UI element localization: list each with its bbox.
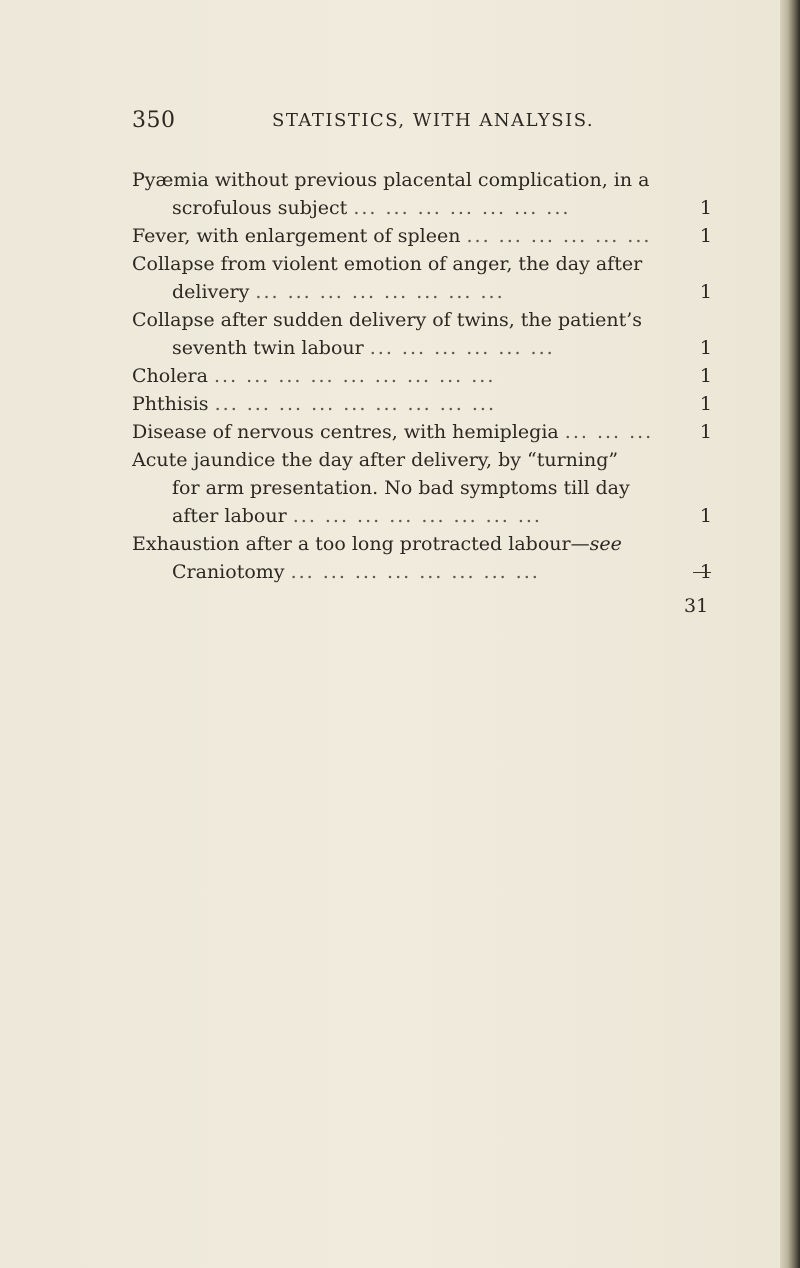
- dot-leaders: ... ... ... ... ... ... ... ... ...: [214, 365, 496, 387]
- entry-text: Collapse from violent emotion of anger, the day after: [132, 253, 643, 275]
- entry-text: for arm presentation. No bad symptoms till day: [172, 477, 630, 499]
- list-item: [132, 250, 712, 306]
- entry-text: Exhaustion after a too long protracted labour—: [132, 533, 590, 555]
- entry-count: 1: [699, 561, 712, 583]
- dot-leaders: ... ... ... ... ... ... ... ...: [292, 505, 542, 527]
- running-head: STATISTICS, WITH ANALYSIS.: [272, 110, 595, 131]
- entry-text: Phthisis: [132, 393, 209, 415]
- dot-leaders: ... ... ... ... ... ... ... ...: [255, 281, 505, 303]
- entry-count: 1: [699, 337, 712, 359]
- entry-text: seventh twin labour: [172, 337, 364, 359]
- entry-text: Fever, with enlargement of spleen: [132, 225, 461, 247]
- entry-text-line: [132, 362, 712, 390]
- entry-count: 1: [699, 281, 712, 303]
- entry-text-line: [132, 530, 712, 558]
- list-item: [132, 306, 712, 362]
- dot-leaders: ... ... ... ... ... ... ... ... ...: [214, 393, 496, 415]
- entry-text-continued: [132, 558, 712, 586]
- entry-text-continued: [132, 502, 712, 530]
- book-spine-shadow: [780, 0, 800, 1268]
- page-number: 350: [132, 108, 176, 133]
- entry-text-continued: [132, 334, 712, 362]
- total-count: 31: [684, 595, 709, 617]
- total-rule: [693, 572, 711, 573]
- list-item: [132, 446, 712, 530]
- entry-text: delivery: [172, 281, 250, 303]
- entry-text-continued: [132, 194, 712, 222]
- dot-leaders: ... ... ... ... ... ... ...: [353, 197, 571, 219]
- list-item: [132, 418, 712, 446]
- see-reference: see: [589, 533, 622, 555]
- list-item: [132, 362, 712, 390]
- entry-text: Acute jaundice the day after delivery, by “turning”: [132, 449, 619, 471]
- entry-count: 1: [699, 225, 712, 247]
- entry-count: 1: [699, 365, 712, 387]
- entry-text: after labour: [172, 505, 287, 527]
- entry-count: 1: [699, 421, 712, 443]
- entry-text: Pyæmia without previous placental complication, in a: [132, 169, 650, 191]
- entry-text-line: [132, 390, 712, 418]
- entry-count: 1: [699, 197, 712, 219]
- dot-leaders: ... ... ... ... ... ...: [466, 225, 652, 247]
- entry-text: scrofulous subject: [172, 197, 348, 219]
- entry-text: Cholera: [132, 365, 208, 387]
- list-item: [132, 222, 712, 250]
- list-item: [132, 390, 712, 418]
- entry-text: Disease of nervous centres, with hemiplegia: [132, 421, 559, 443]
- list-item: [132, 166, 712, 222]
- cause-of-death-list: [132, 166, 712, 586]
- entry-count: 1: [699, 505, 712, 527]
- dot-leaders: ... ... ...: [564, 421, 654, 443]
- dot-leaders: ... ... ... ... ... ...: [369, 337, 555, 359]
- entry-text-line: [132, 222, 712, 250]
- entry-count: 1: [699, 393, 712, 415]
- entry-text-line: [132, 418, 712, 446]
- list-item: [132, 530, 712, 586]
- entry-text: Craniotomy: [172, 561, 285, 583]
- dot-leaders: ... ... ... ... ... ... ... ...: [290, 561, 540, 583]
- entry-text: Collapse after sudden delivery of twins, the patient’s: [132, 309, 643, 331]
- entry-text-continued: [132, 278, 712, 306]
